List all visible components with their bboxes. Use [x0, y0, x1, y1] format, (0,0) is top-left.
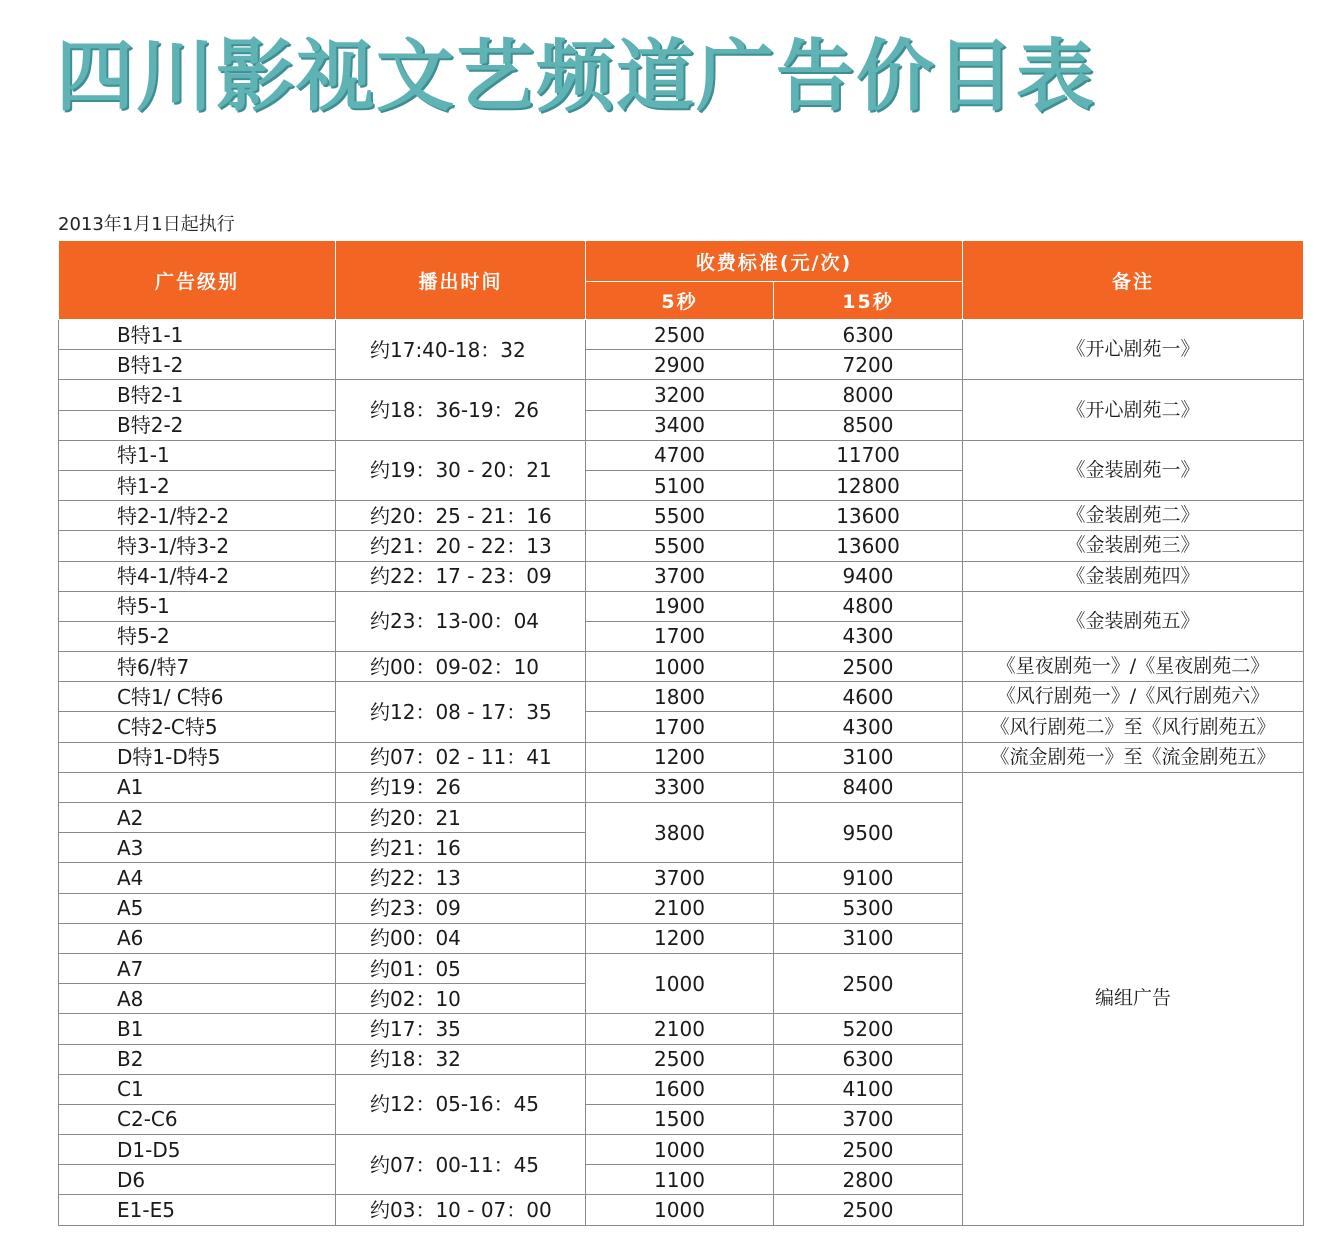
price-5s-cell: 1000: [586, 953, 774, 1013]
price-5s-cell: 1200: [586, 923, 774, 953]
note-cell: 《风行剧苑二》至《风行剧苑五》: [963, 712, 1304, 742]
price-5s-cell: 1800: [586, 682, 774, 712]
header-note: 备注: [963, 241, 1304, 320]
level-cell: A6: [59, 923, 336, 953]
price-15s-cell: 13600: [774, 531, 963, 561]
price-5s-cell: 3700: [586, 561, 774, 591]
price-15s-cell: 4800: [774, 591, 963, 621]
price-15s-cell: 9500: [774, 803, 963, 863]
time-cell: 约21：20 - 22：13: [336, 531, 586, 561]
effective-date: 2013年1月1日起执行: [58, 214, 235, 235]
header-fee: 收费标准(元/次): [586, 241, 963, 282]
time-cell: 约19：30 - 20：21: [336, 440, 586, 500]
price-5s-cell: 1200: [586, 742, 774, 772]
time-cell: 约20：21: [336, 803, 586, 833]
price-5s-cell: 2900: [586, 350, 774, 380]
time-cell: 约22：13: [336, 863, 586, 893]
level-cell: A5: [59, 893, 336, 923]
price-5s-cell: 5500: [586, 501, 774, 531]
header-5s: 5秒: [586, 282, 774, 320]
price-15s-cell: 6300: [774, 1044, 963, 1074]
price-15s-cell: 4300: [774, 621, 963, 651]
price-5s-cell: 1100: [586, 1165, 774, 1195]
price-5s-cell: 3200: [586, 380, 774, 410]
price-5s-cell: 3800: [586, 803, 774, 863]
price-15s-cell: 8000: [774, 380, 963, 410]
level-cell: D特1-D特5: [59, 742, 336, 772]
note-cell: 《金装剧苑五》: [963, 591, 1304, 651]
price-15s-cell: 9100: [774, 863, 963, 893]
level-cell: A7: [59, 953, 336, 983]
header-time: 播出时间: [336, 241, 586, 320]
level-cell: B1: [59, 1014, 336, 1044]
level-cell: A4: [59, 863, 336, 893]
table-row: [59, 320, 1304, 350]
level-cell: 特3-1/特3-2: [59, 531, 336, 561]
price-5s-cell: 4700: [586, 440, 774, 470]
header-15s: 15秒: [774, 282, 963, 320]
note-cell: 《流金剧苑一》至《流金剧苑五》: [963, 742, 1304, 772]
table-row: [59, 591, 1304, 621]
note-cell: 《金装剧苑四》: [963, 561, 1304, 591]
price-15s-cell: 7200: [774, 350, 963, 380]
table-row: [59, 501, 1304, 531]
level-cell: A8: [59, 984, 336, 1014]
price-15s-cell: 2500: [774, 953, 963, 1013]
price-table: [58, 240, 1304, 1226]
level-cell: C特1/ C特6: [59, 682, 336, 712]
page-title: 四川影视文艺频道广告价目表: [56, 32, 1097, 122]
price-15s-cell: 3700: [774, 1104, 963, 1134]
price-15s-cell: 12800: [774, 470, 963, 500]
time-cell: 约07：02 - 11：41: [336, 742, 586, 772]
price-15s-cell: 11700: [774, 440, 963, 470]
price-5s-cell: 1700: [586, 712, 774, 742]
price-5s-cell: 1500: [586, 1104, 774, 1134]
price-15s-cell: 8400: [774, 772, 963, 802]
price-5s-cell: 2100: [586, 893, 774, 923]
price-5s-cell: 2100: [586, 1014, 774, 1044]
time-cell: 约18：36-19：26: [336, 380, 586, 440]
price-15s-cell: 2500: [774, 1135, 963, 1165]
level-cell: B2: [59, 1044, 336, 1074]
level-cell: B特1-2: [59, 350, 336, 380]
price-15s-cell: 6300: [774, 320, 963, 350]
table-row: [59, 682, 1304, 712]
note-cell: 《开心剧苑一》: [963, 320, 1304, 380]
price-5s-cell: 5100: [586, 470, 774, 500]
price-15s-cell: 5200: [774, 1014, 963, 1044]
level-cell: D1-D5: [59, 1135, 336, 1165]
note-cell: 《金装剧苑三》: [963, 531, 1304, 561]
price-5s-cell: 1900: [586, 591, 774, 621]
price-15s-cell: 13600: [774, 501, 963, 531]
time-cell: 约18：32: [336, 1044, 586, 1074]
time-cell: 约23：13-00：04: [336, 591, 586, 651]
level-cell: C1: [59, 1074, 336, 1104]
time-cell: 约22：17 - 23：09: [336, 561, 586, 591]
time-cell: 约12：05-16：45: [336, 1074, 586, 1134]
price-15s-cell: 9400: [774, 561, 963, 591]
price-15s-cell: 3100: [774, 742, 963, 772]
level-cell: D6: [59, 1165, 336, 1195]
time-cell: 约00：09-02：10: [336, 652, 586, 682]
time-cell: 约01：05: [336, 953, 586, 983]
time-cell: 约20：25 - 21：16: [336, 501, 586, 531]
level-cell: C2-C6: [59, 1104, 336, 1134]
table-row: [59, 712, 1304, 742]
level-cell: 特1-1: [59, 440, 336, 470]
level-cell: E1-E5: [59, 1195, 336, 1225]
note-cell: 《金装剧苑二》: [963, 501, 1304, 531]
price-5s-cell: 1600: [586, 1074, 774, 1104]
table-row: [59, 380, 1304, 410]
level-cell: 特6/特7: [59, 652, 336, 682]
price-15s-cell: 2800: [774, 1165, 963, 1195]
level-cell: 特4-1/特4-2: [59, 561, 336, 591]
note-cell: 《风行剧苑一》/《风行剧苑六》: [963, 682, 1304, 712]
time-cell: 约17:40-18：32: [336, 320, 586, 380]
time-cell: 约12：08 - 17：35: [336, 682, 586, 742]
price-15s-cell: 8500: [774, 410, 963, 440]
price-15s-cell: 3100: [774, 923, 963, 953]
time-cell: 约17：35: [336, 1014, 586, 1044]
time-cell: 约07：00-11：45: [336, 1135, 586, 1195]
time-cell: 约19：26: [336, 772, 586, 802]
time-cell: 约02：10: [336, 984, 586, 1014]
price-15s-cell: 5300: [774, 893, 963, 923]
price-5s-cell: 1000: [586, 1135, 774, 1165]
note-cell: 《金装剧苑一》: [963, 440, 1304, 500]
level-cell: B特2-1: [59, 380, 336, 410]
price-5s-cell: 1000: [586, 1195, 774, 1225]
price-5s-cell: 1000: [586, 652, 774, 682]
level-cell: 特1-2: [59, 470, 336, 500]
price-15s-cell: 2500: [774, 1195, 963, 1225]
level-cell: 特5-2: [59, 621, 336, 651]
level-cell: B特1-1: [59, 320, 336, 350]
table-row: [59, 772, 1304, 802]
price-5s-cell: 1700: [586, 621, 774, 651]
level-cell: 特2-1/特2-2: [59, 501, 336, 531]
price-5s-cell: 2500: [586, 320, 774, 350]
table-row: [59, 742, 1304, 772]
price-5s-cell: 2500: [586, 1044, 774, 1074]
note-cell: 《开心剧苑二》: [963, 380, 1304, 440]
level-cell: A2: [59, 803, 336, 833]
price-5s-cell: 3400: [586, 410, 774, 440]
price-5s-cell: 5500: [586, 531, 774, 561]
level-cell: B特2-2: [59, 410, 336, 440]
header-level: 广告级别: [59, 241, 336, 320]
note-cell: 编组广告: [963, 772, 1304, 1225]
time-cell: 约21：16: [336, 833, 586, 863]
time-cell: 约00：04: [336, 923, 586, 953]
table-row: [59, 561, 1304, 591]
price-15s-cell: 4600: [774, 682, 963, 712]
table-row: [59, 531, 1304, 561]
level-cell: A1: [59, 772, 336, 802]
price-5s-cell: 3700: [586, 863, 774, 893]
level-cell: A3: [59, 833, 336, 863]
note-cell: 《星夜剧苑一》/《星夜剧苑二》: [963, 652, 1304, 682]
level-cell: C特2-C特5: [59, 712, 336, 742]
price-5s-cell: 3300: [586, 772, 774, 802]
table-row: [59, 440, 1304, 470]
level-cell: 特5-1: [59, 591, 336, 621]
price-15s-cell: 4300: [774, 712, 963, 742]
time-cell: 约03：10 - 07：00: [336, 1195, 586, 1225]
time-cell: 约23：09: [336, 893, 586, 923]
price-15s-cell: 2500: [774, 652, 963, 682]
price-15s-cell: 4100: [774, 1074, 963, 1104]
table-row: [59, 652, 1304, 682]
